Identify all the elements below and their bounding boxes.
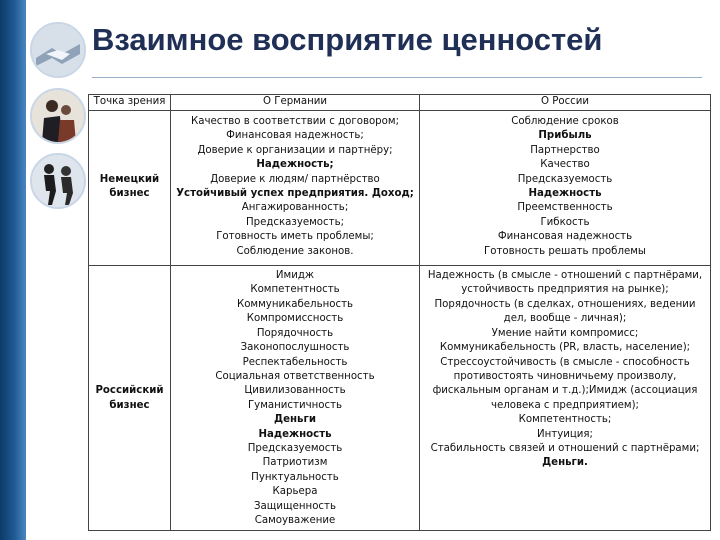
list-item: Стрессоустойчивость (в смысле - способность противостоять чиновничьему произволу, фискальным органам и т.д.);Имидж (ассоциация человека с предприятием);: [432, 356, 698, 411]
list-item: Деньги: [274, 414, 316, 426]
slide-title: Взаимное восприятие ценностей: [92, 22, 603, 57]
list-item: Респектабельность: [242, 356, 348, 368]
walking-people-photo: [30, 153, 86, 209]
list-item: Интуиция;: [537, 428, 593, 440]
row-label-german-business: Немецкий бизнес: [89, 111, 171, 266]
list-item: Соблюдение сроков: [511, 116, 619, 127]
russian-view-of-russia: [420, 266, 711, 531]
list-item: Деньги.: [542, 457, 588, 469]
list-item: Предсказуемость;: [245, 216, 345, 228]
list-item: Готовность решать проблемы: [484, 245, 646, 257]
list-item: Доверие к людям/ партнёрство: [210, 173, 380, 185]
list-item: Коммуникабельность: [236, 298, 354, 310]
list-item: Прибыль: [538, 130, 592, 142]
list-item: Карьера: [272, 486, 318, 498]
list-item: Цивилизованность: [244, 385, 346, 397]
list-item: Партнерство: [530, 144, 600, 156]
list-item: Стабильность связей и отношений с партнёрами;: [430, 442, 700, 454]
list-item: Качество в соответствии с договором;: [191, 116, 399, 127]
list-item: Законопослушность: [240, 342, 350, 354]
list-item: Ангажированность;: [241, 202, 349, 214]
business-people-photo: [30, 88, 86, 144]
list-item: Доверие к организации и партнёру;: [197, 144, 393, 156]
left-accent-bar: [0, 0, 26, 540]
list-item: Патриотизм: [262, 457, 328, 469]
handshake-photo: [30, 22, 86, 78]
list-item: Компетентность: [250, 284, 340, 296]
list-item: Надежность;: [256, 159, 334, 171]
list-item: Предсказуемость: [247, 442, 343, 454]
table-header-row: [89, 95, 711, 111]
list-item: Готовность иметь проблемы;: [216, 231, 374, 243]
list-item: Качество: [540, 159, 590, 171]
list-item: Защищенность: [254, 500, 336, 512]
list-item: Умение найти компромисс;: [491, 327, 639, 339]
table-row-german-business: [89, 111, 711, 266]
list-item: Преемственность: [517, 202, 613, 214]
list-item: Компетентность;: [518, 414, 612, 426]
header-viewpoint: Точка зрения: [89, 95, 171, 111]
list-item: Социальная ответственность: [215, 370, 375, 382]
list-item: Гибкость: [540, 216, 590, 228]
russian-view-of-germany: [171, 266, 420, 531]
list-item: Финансовая надежность;: [226, 130, 364, 142]
header-about-russia: О России: [420, 95, 711, 111]
list-item: Компромиссность: [246, 313, 344, 325]
title-divider: [92, 77, 702, 78]
list-item: Порядочность: [256, 327, 334, 339]
list-item: Надежность (в смысле - отношений с партнёрами, устойчивость предприятия на рынке);: [427, 270, 703, 296]
list-item: Имидж: [275, 270, 315, 282]
list-item: Коммуникабельность (PR, власть, население);: [439, 342, 691, 354]
list-item: Порядочность (в сделках, отношениях, ведении дел, вообще - личная);: [434, 298, 696, 325]
list-item: Надежность: [258, 428, 332, 440]
row-label-russian-business: Российский бизнес: [89, 266, 171, 531]
german-view-of-russia: [420, 111, 711, 266]
list-item: Надежность: [528, 188, 602, 200]
german-view-of-germany: [171, 111, 420, 266]
list-item: Пунктуальность: [251, 471, 339, 483]
list-item: Гуманистичность: [247, 399, 343, 411]
header-about-germany: О Германии: [171, 95, 420, 111]
table-row-russian-business: [89, 266, 711, 531]
values-table: [88, 94, 711, 531]
list-item: Финансовая надежность: [497, 231, 633, 243]
list-item: Предсказуемость: [517, 173, 613, 185]
list-item: Соблюдение законов.: [236, 245, 354, 257]
list-item: Устойчивый успех предприятия. Доход;: [176, 188, 414, 200]
list-item: Самоуважение: [254, 514, 336, 526]
